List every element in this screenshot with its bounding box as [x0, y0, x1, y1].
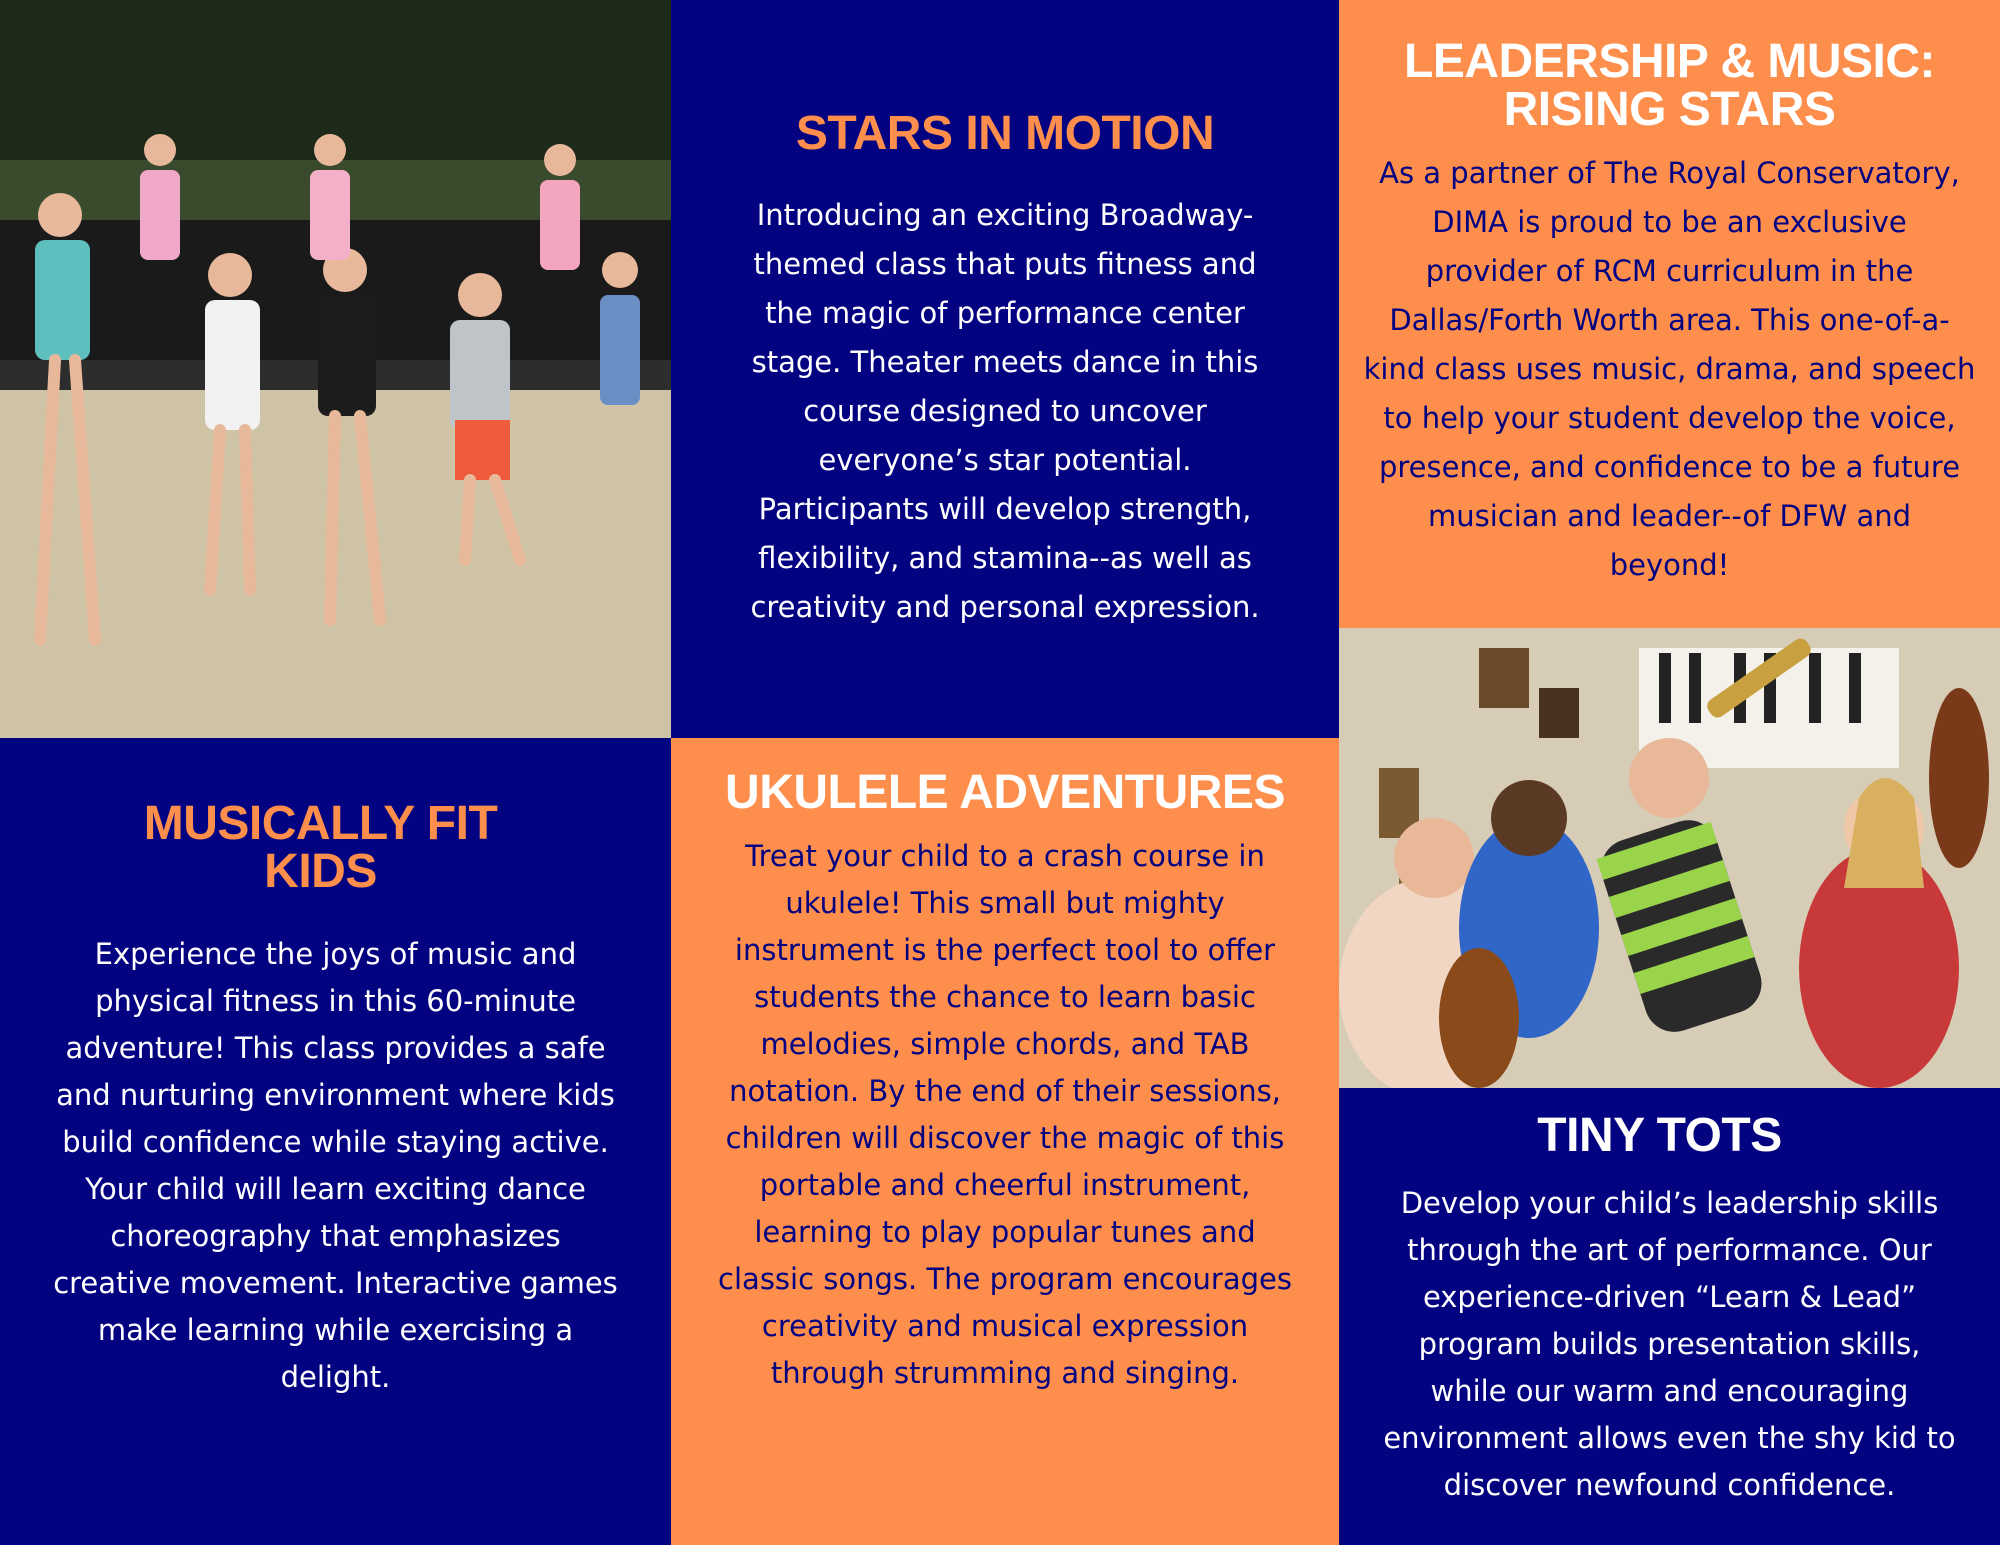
tiny-tots-panel [1339, 1088, 2000, 1545]
ukulele-adventures-title: UKULELE ADVENTURES [725, 766, 1285, 819]
stars-in-motion-panel [671, 0, 1339, 738]
music-photo-illustration [1339, 628, 2000, 1088]
leadership-music-title [1339, 35, 2000, 136]
musically-fit-kids-panel [0, 738, 671, 1545]
dance-photo [0, 0, 671, 738]
tiny-tots-title: TINY TOTS [1537, 1109, 1782, 1162]
music-photo [1339, 628, 2000, 1088]
musically-fit-kids-title-line2: KIDS [264, 845, 377, 898]
stars-in-motion-title: STARS IN MOTION [795, 107, 1215, 160]
dance-photo-illustration [0, 0, 671, 738]
leadership-music-panel [1339, 0, 2000, 628]
tiny-tots-body: Develop your child’s leadership skills through the art of performance. Our experience-driven “Learn & Lead” program builds presentation skills, while our warm and encouraging environment allows even the shy kid to discover newfound confidence. [1383, 1186, 1956, 1502]
musically-fit-kids-title [0, 797, 671, 898]
musically-fit-kids-body: Experience the joys of music and physical fitness in this 60-minute adventure! This class provides a safe and nurturing environment where kids build confidence while staying active. Your child will learn exciting dance choreography that emphasizes creative movement. Interactive games make learning while exercising a delight. [53, 937, 618, 1394]
leadership-music-title-line2: RISING STARS [1503, 83, 1836, 136]
leadership-music-title-line1: LEADERSHIP & MUSIC: [1404, 35, 1935, 88]
leadership-music-body: As a partner of The Royal Conservatory, DIMA is proud to be an exclusive provider of RCM curriculum in the Dallas/Forth Worth area. This one-of-a- kind class uses music, drama, and speech to help your student develop the voice, presence, and confidence to be a future musician and leader--of DFW and beyond! [1363, 156, 1976, 582]
musically-fit-kids-title-line1: MUSICALLY FIT [143, 797, 498, 850]
ukulele-adventures-body: Treat your child to a crash course in ukulele! This small but mighty instrument is the perfect tool to offer students the chance to learn basic melodies, simple chords, and TAB notation. By the end of their sessions, children will discover the magic of this portable and cheerful instrument, learning to play popular tunes and classic songs. The program encourages creativity and musical expression through strumming and singing. [718, 839, 1292, 1390]
stars-in-motion-body: Introducing an exciting Broadway- themed class that puts fitness and the magic of performance center stage. Theater meets dance in this course designed to uncover everyone’s star potential. Participants will develop strength, flexibility, and stamina--as well as creativity and personal expression. [750, 198, 1260, 624]
ukulele-adventures-panel [671, 738, 1339, 1545]
